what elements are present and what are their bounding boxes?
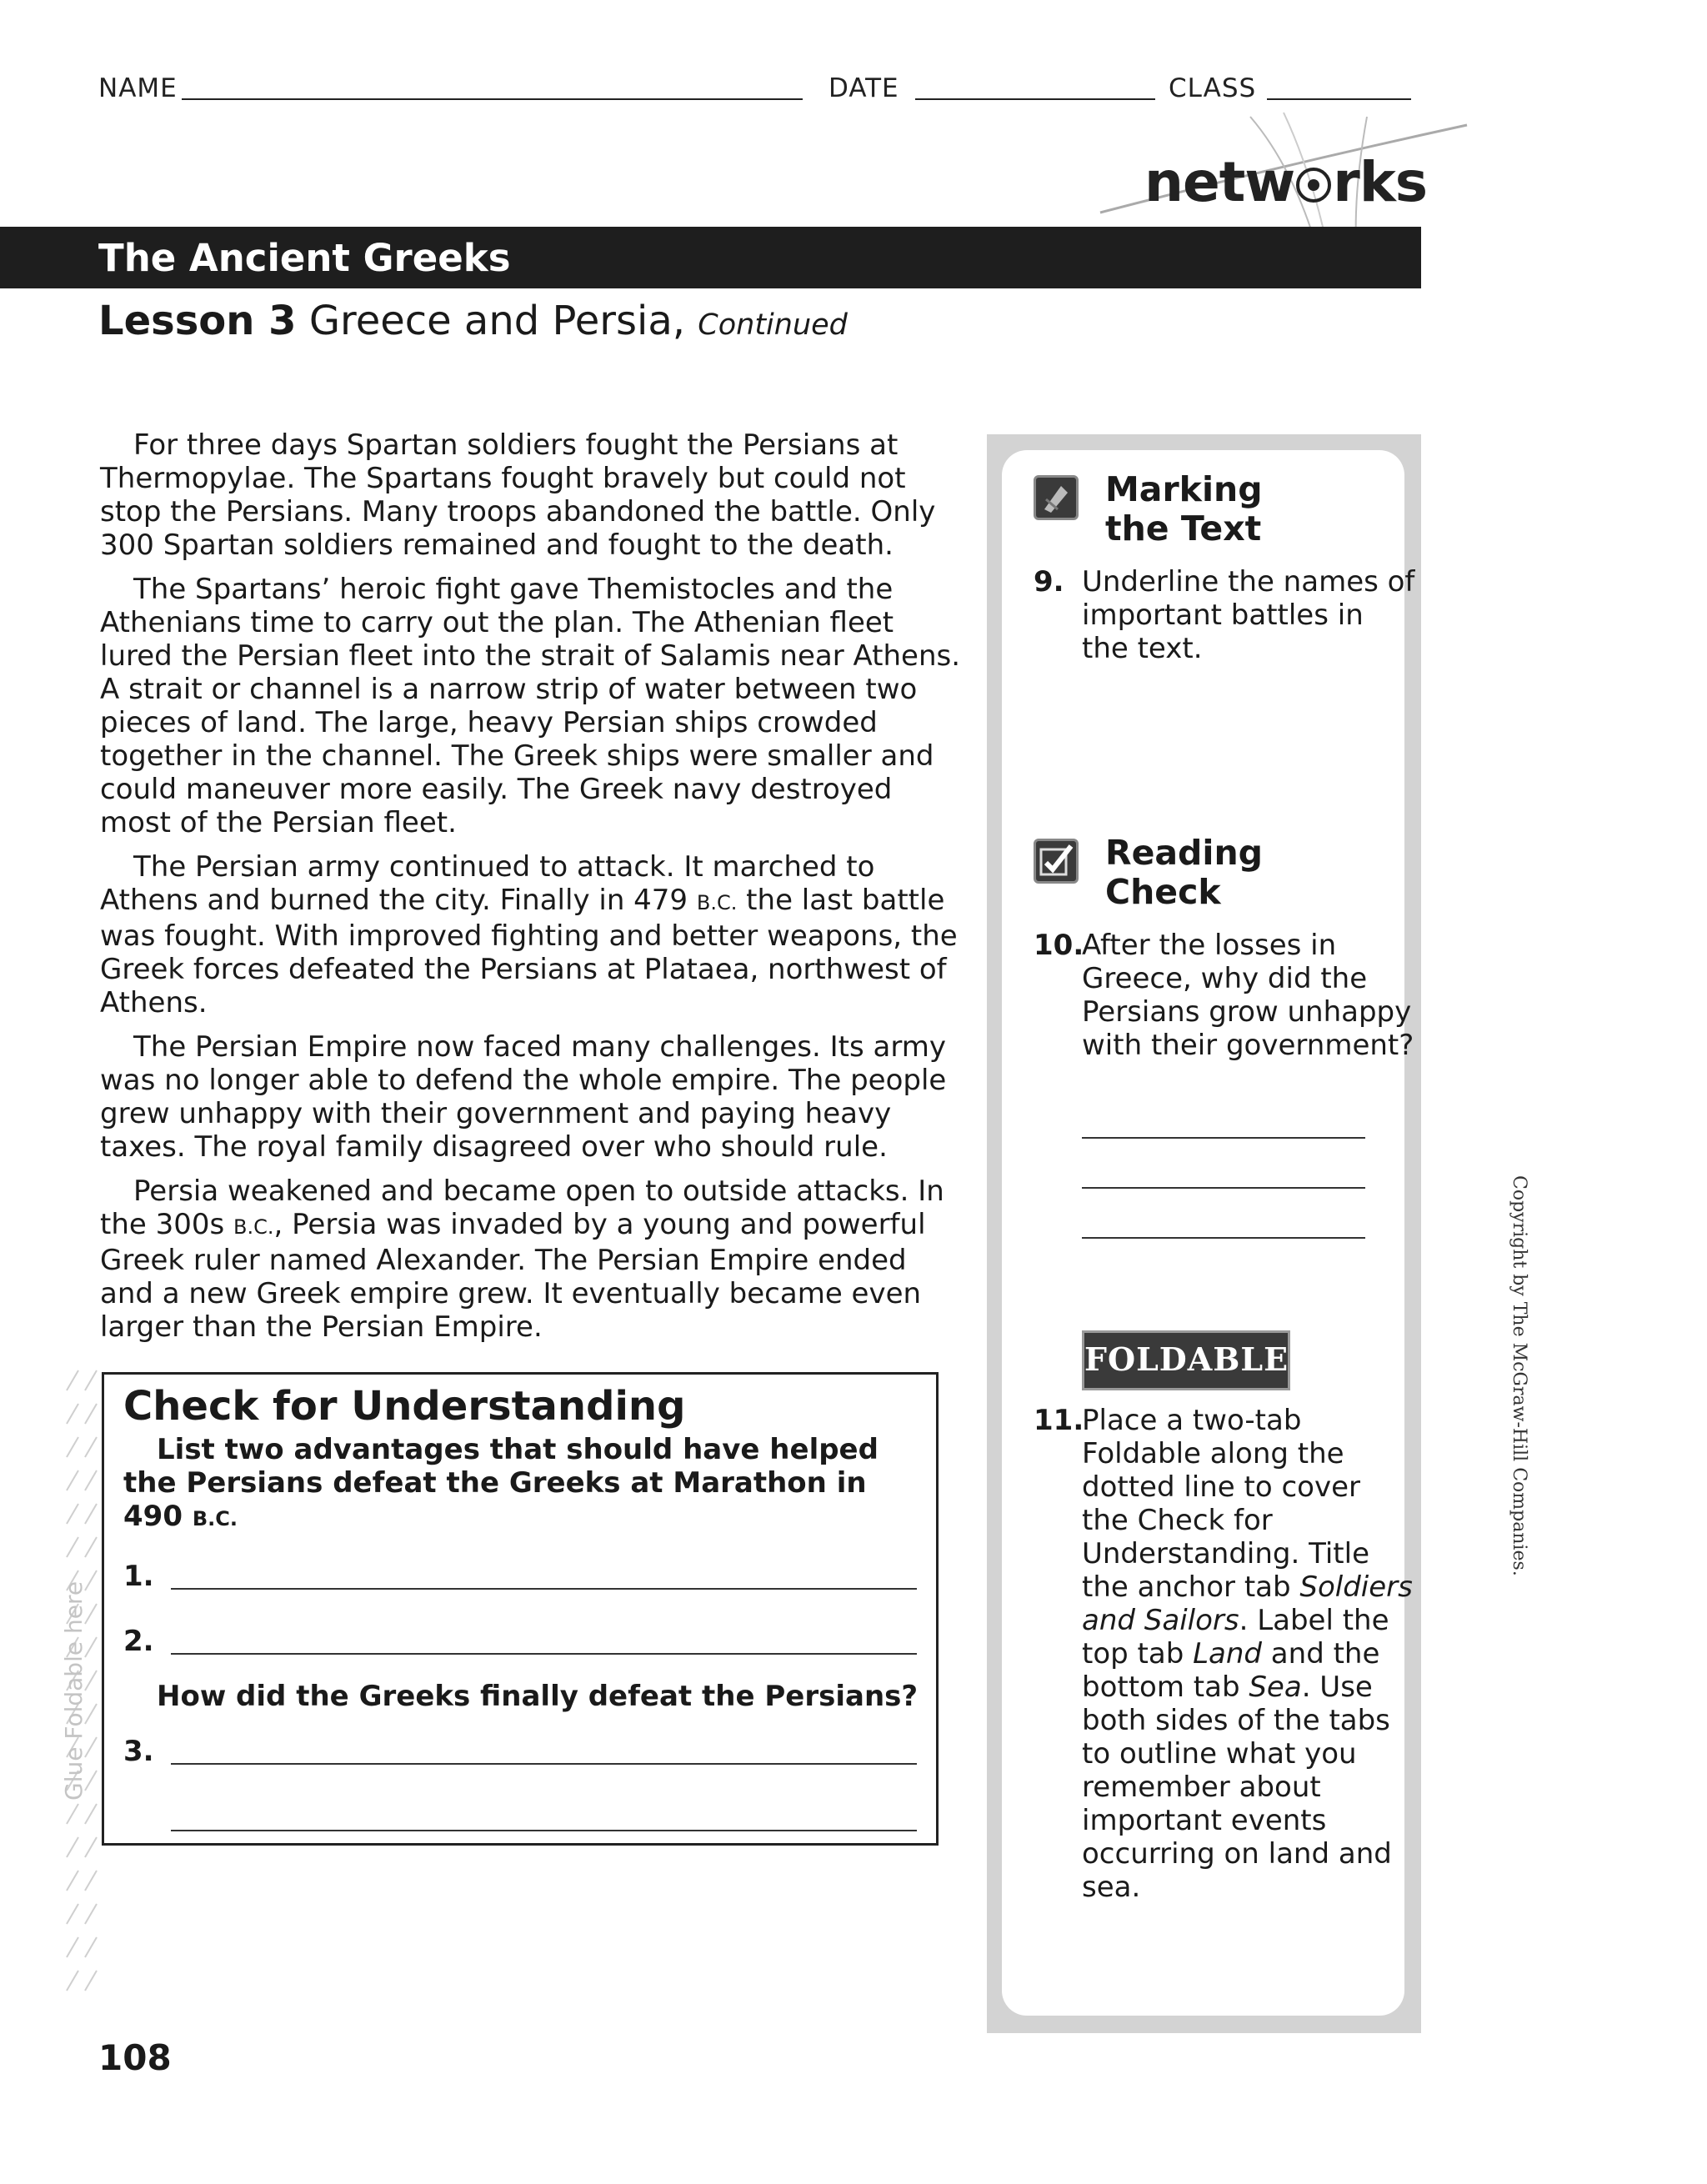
lesson-title: Greece and Persia,	[308, 298, 686, 344]
logo-text-after: rks	[1333, 150, 1428, 214]
foldables-logo	[1082, 1330, 1325, 1390]
answer-10-line-3[interactable]	[1082, 1237, 1365, 1239]
question-9-text: Underline the names of important battles in the text.	[1082, 565, 1415, 665]
lesson-number: Lesson 3	[98, 298, 297, 344]
answer-3-line[interactable]	[171, 1763, 917, 1765]
paragraph-3-part-a: The Persian army continued to attack. It marched to Athens and burned the city. Finally in 479	[100, 850, 875, 917]
cfu-prompt-text: List two advantages that should have helped the Persians defeat the Greeks at Marathon in 490	[123, 1433, 879, 1533]
reading-check-icon	[1034, 839, 1079, 884]
q11-italic-1: Soldiers and Sailors	[1082, 1570, 1413, 1637]
foldables-logo-text: FOLDABLES	[1084, 1340, 1313, 1378]
paragraph-4: The Persian Empire now faced many challenges. Its army was no longer able to defend the whole empire. The people grew unhappy with their government and paying heavy taxes. The royal family disagreed over who should rule.	[100, 1030, 947, 1164]
paragraph-2: The Spartans’ heroic fight gave Themistocles and the Athenians time to carry out the plan. The Athenian fleet lured the Persian fleet into the strait of Salamis near Athens. A strait or channel is a narrow strip of water between two pieces of land. The large, heavy Persian ships crowded together in the channel. The Greek ships were smaller and could maneuver more easily. The Greek navy destroyed most of the Persian fleet.	[100, 573, 961, 839]
check-for-understanding-box	[102, 1372, 939, 1846]
paragraph-5-era: B.C.	[233, 1215, 274, 1239]
name-label: NAME	[98, 73, 178, 103]
date-label: DATE	[828, 73, 899, 103]
paragraph-5-part-b: , Persia was invaded by a young and powerful Greek ruler named Alexander. The Persian Empire ended and a new Greek empire grew. It eventually became even larger than the Persian Empire.	[100, 1208, 926, 1344]
question-10-number: 10.	[1034, 929, 1084, 962]
checkmark-icon	[1036, 841, 1076, 881]
unit-title: The Ancient Greeks	[98, 236, 511, 280]
question-10-text: After the losses in Greece, why did the Persians grow unhappy with their government?	[1082, 929, 1414, 1062]
cfu-prompt	[123, 1433, 915, 1535]
networks-logo	[1144, 150, 1427, 214]
lesson-continued: Continued	[698, 308, 848, 342]
q11-italic-2: Land	[1193, 1637, 1262, 1671]
answer-1-line[interactable]	[171, 1588, 917, 1590]
page-number: 108	[98, 2037, 172, 2078]
marking-heading-line-1: Marking	[1105, 469, 1263, 509]
answer-3-number: 3.	[123, 1735, 154, 1768]
marking-heading-line-2: the Text	[1105, 508, 1262, 549]
question-11-text	[1082, 1404, 1415, 1904]
paragraph-5-part-a: Persia weakened and became open to outside attacks. In the 300s	[100, 1175, 944, 1241]
reading-check-heading	[1105, 834, 1263, 912]
q11-text-2: . Label the top tab	[1082, 1604, 1389, 1671]
answer-1-number: 1.	[123, 1560, 154, 1593]
question-11-number: 11.	[1034, 1404, 1084, 1437]
paragraph-3	[100, 850, 967, 1019]
class-field[interactable]	[1267, 98, 1411, 100]
reading-check-heading-line-1: Reading	[1105, 833, 1263, 873]
paragraph-1: For three days Spartan soldiers fought the Persians at Thermopylae. The Spartans fought bravely but could not stop the Persians. Many troops abandoned the battle. Only 300 Spartan soldiers remained and fought to the death.	[100, 428, 936, 562]
cfu-prompt-era: B.C.	[192, 1507, 238, 1530]
question-9-number: 9.	[1034, 565, 1064, 599]
lesson-heading	[98, 298, 848, 344]
answer-10-line-1[interactable]	[1082, 1137, 1365, 1139]
marking-heading	[1105, 470, 1263, 549]
paragraph-3-era: B.C.	[696, 891, 738, 914]
answer-2-number: 2.	[123, 1625, 154, 1658]
logo-text-before: netw	[1144, 150, 1295, 214]
class-label: CLASS	[1169, 73, 1257, 103]
paragraph-3-part-b: the last battle was fought. With improved fighting and better weapons, the Greek forces defeated the Persians at Plataea, northwest of Athens.	[100, 884, 958, 1019]
glue-foldable-label: Glue Foldable here	[60, 1580, 88, 1801]
cfu-title: Check for Understanding	[123, 1383, 686, 1430]
q11-text-4: . Use both sides of the tabs to outline what you remember about important events occurring on land and sea.	[1082, 1671, 1392, 1904]
answer-2-line[interactable]	[171, 1653, 917, 1655]
answer-10-line-2[interactable]	[1082, 1187, 1365, 1189]
logo-globe-icon	[1294, 166, 1333, 204]
reading-check-heading-line-2: Check	[1105, 872, 1221, 912]
answer-3-line-2[interactable]	[171, 1830, 917, 1831]
q11-text-1: Place a two-tab Foldable along the dotted line to cover the Check for Understanding. Title the anchor tab	[1082, 1404, 1369, 1604]
name-field[interactable]	[182, 98, 803, 100]
paragraph-5	[100, 1175, 967, 1344]
cfu-question-2: How did the Greeks finally defeat the Persians?	[157, 1680, 919, 1713]
lesson-body	[100, 428, 967, 1355]
date-field[interactable]	[915, 98, 1155, 100]
foldables-registered-mark: ®	[1312, 1335, 1325, 1348]
marking-text-icon	[1034, 475, 1079, 520]
q11-italic-3: Sea	[1249, 1671, 1302, 1704]
q11-text-3: and the bottom tab	[1082, 1637, 1380, 1704]
marker-icon	[1036, 478, 1076, 518]
copyright-notice: Copyright by The McGraw-Hill Companies.	[1509, 1175, 1529, 1576]
